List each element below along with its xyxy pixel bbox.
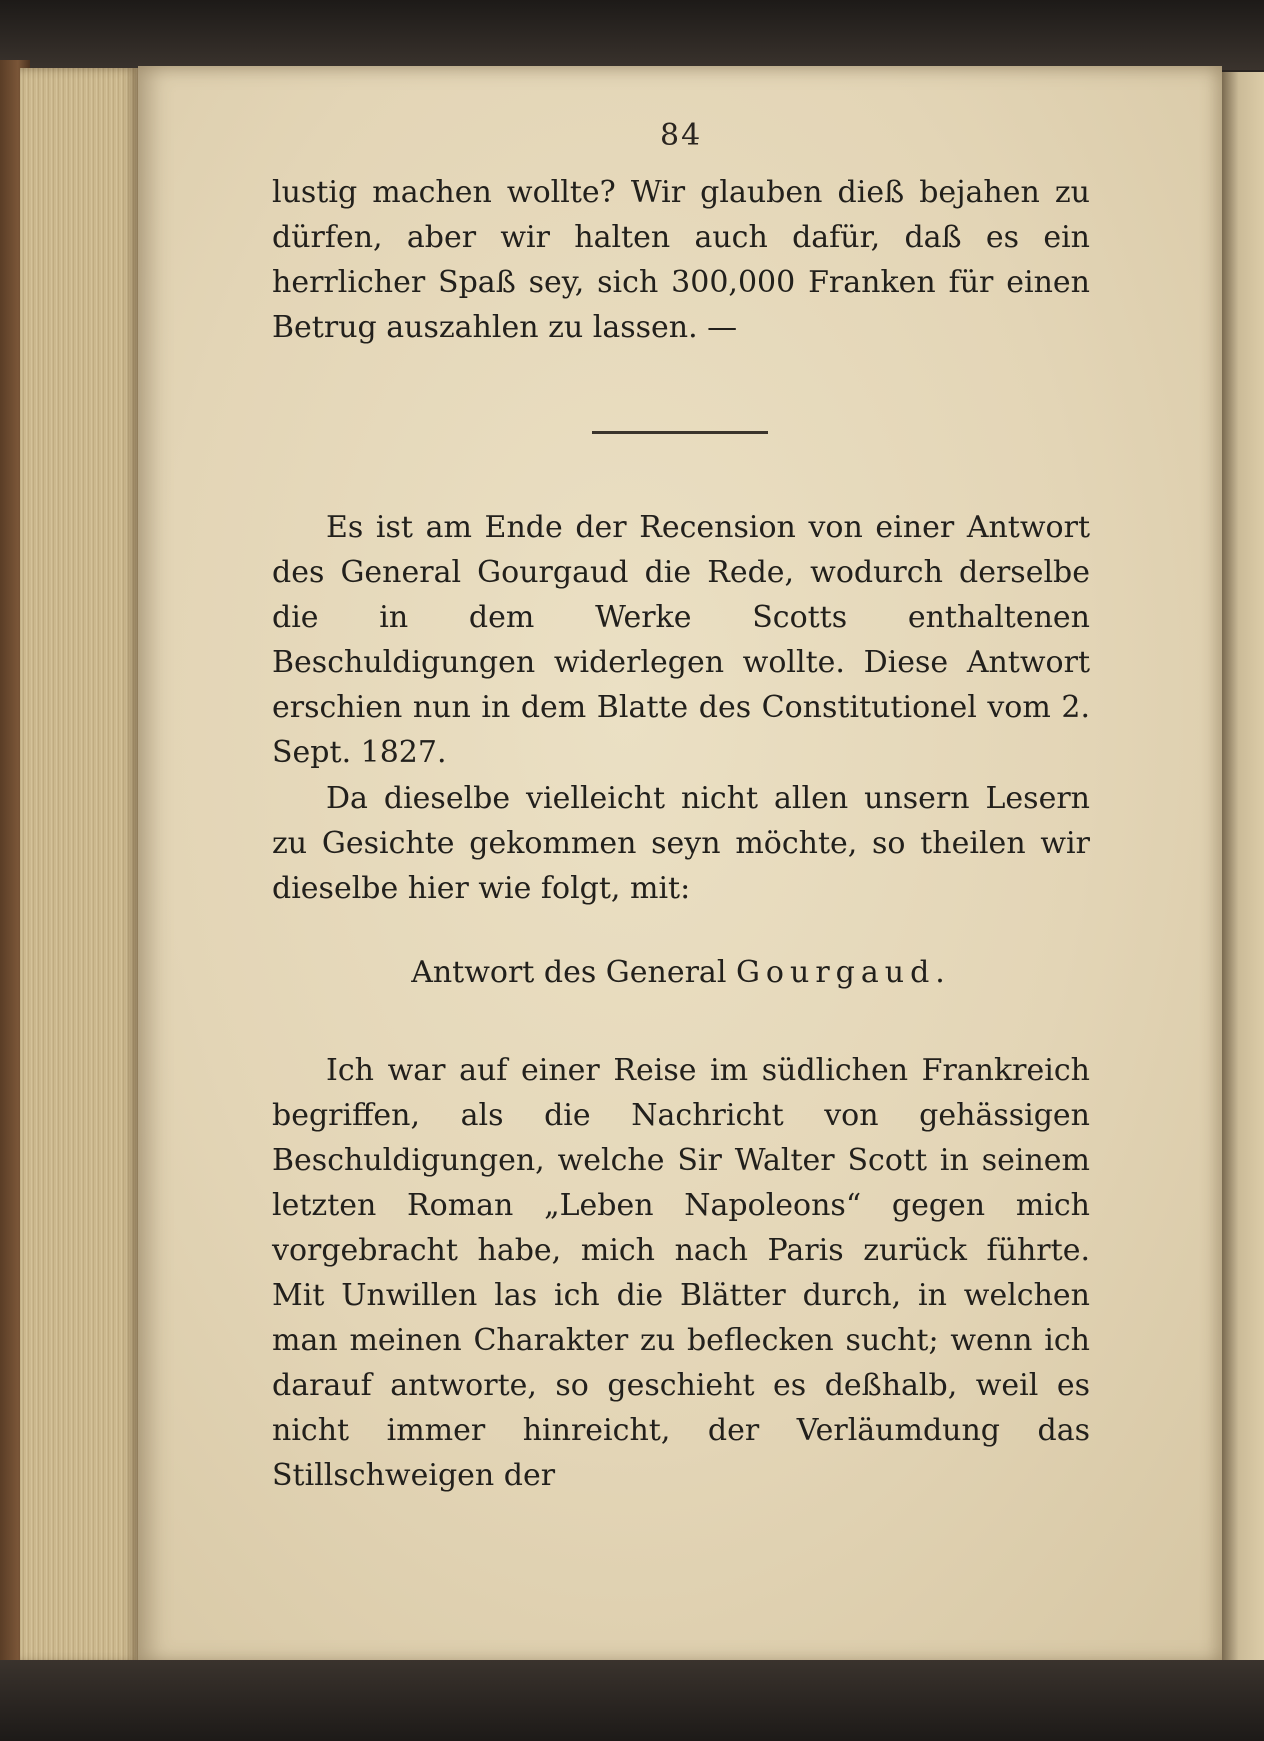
scanner-background-bottom [0, 1660, 1264, 1741]
paragraph-text: lustig machen wollte? Wir glauben dieß bejahen zu dürfen, aber wir halten auch dafür, daß es ein herrlicher Spaß sey, sich 300,000 Franken für einen Betrug auszahlen zu lassen. — [272, 175, 1090, 345]
paragraph-text: Es ist am Ende der Recension von einer Antwort des General Gourgaud die Rede, wodurch derselbe die in dem Werke Scotts enthaltenen Beschuldigungen widerlegen wollte. Diese Antwort erschien nun in dem Blatte des Constitutionel vom 2. Sept. 1827. [272, 510, 1090, 770]
paragraph-recension [272, 505, 1090, 775]
paragraph-continuation [272, 170, 1090, 350]
paragraph-text: Da dieselbe vielleicht nicht allen unsern Lesern zu Gesichte gekommen seyn möchte, so theilen wir dieselbe hier wie folgt, mit: [272, 781, 1090, 906]
paragraph-text: Ich war auf einer Reise im südlichen Frankreich begriffen, als die Nachricht von gehässigen Beschuldigungen, welche Sir Walter Scott in seinem letzten Roman „Leben Napoleons“ gegen mich vorgebracht habe, mich nach Paris zurück führte. Mit Unwillen las ich die Blätter durch, in welchen man meinen Charakter zu beflecken sucht; wenn ich darauf antworte, so geschieht es deßhalb, weil es nicht immer hinreicht, der Verläumdung das Stillschweigen der [272, 1053, 1090, 1493]
section-divider [592, 431, 768, 434]
facing-page-edge [1222, 72, 1264, 1662]
page-edges-stack [20, 68, 138, 1663]
scanner-background-top [0, 0, 1264, 70]
paragraph-answer [272, 1048, 1090, 1498]
paragraph-intro [272, 776, 1090, 911]
heading-name: Gourgaud. [735, 955, 951, 990]
heading-prefix: Antwort des General [411, 955, 727, 990]
page-number: 84 [660, 118, 703, 153]
section-heading [272, 955, 1090, 990]
